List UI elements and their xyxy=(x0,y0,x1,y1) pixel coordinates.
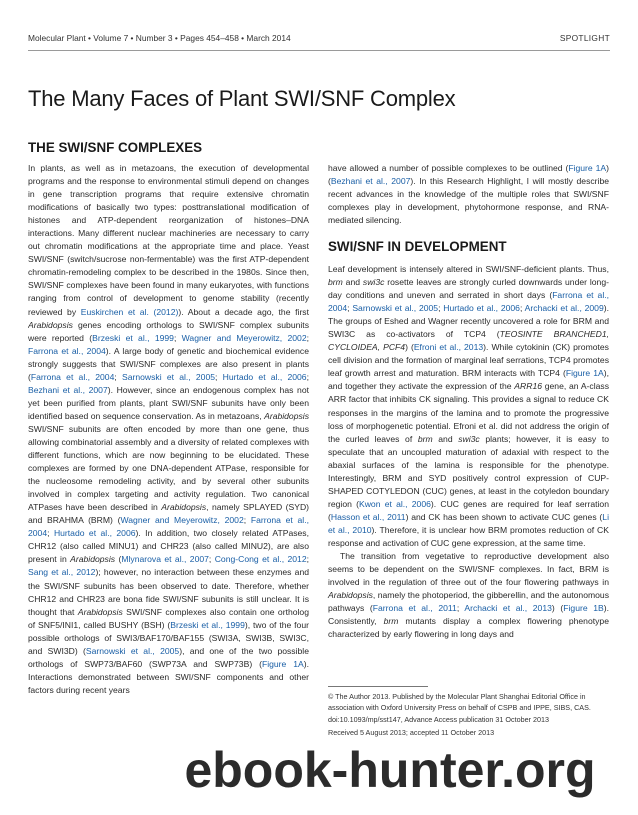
right-column-development xyxy=(328,263,609,641)
development-paragraph-2: The transition from vegetative to reproductive development also seems to be dependent on the SWI/SNF complexes. In fact, BRM is involved in the regulation of three out of the four flowering pathways in Arabidopsis, namely the photoperiod, the gibberellin, and the autonomous pathways (Farrona et al., 2011; Archacki et al., 2013) (Figure 1B). Consistently, brm mutants display a complex flowering phenotype characterized by early flowering in long days and xyxy=(328,551,609,640)
section-label: SPOTLIGHT xyxy=(559,33,610,43)
section-heading-development: SWI/SNF IN DEVELOPMENT xyxy=(328,239,507,254)
received-note: Received 5 August 2013; accepted 11 October 2013 xyxy=(328,728,495,737)
left-column-body: In plants, as well as in metazoans, the execution of developmental programs and the response to environmental stimuli depend on changes in gene transcription programs that require extensive chromatin modifications of basically two types: posttranslational modification of histones and ATP-dependent reorganization of histones–DNA interactions. Many different nuclear machineries are necessary to carry out chromatin modifications at the appropriate time and place. Yeast SWI/SNF (switch/sucrose non-fermentable) was the first ATP-dependent chromatin-remodeling complex to be described in the 1980s. Since then, SWI/SNF complexes have been found in many eukaryotes, with functions ranging from control of development to genome stability (recently reviewed by Euskirchen et al. (2012)). About a decade ago, the first Arabidopsis genes encoding orthologs to SWI/SNF complex subunits were reported (Brzeski et al., 1999; Wagner and Meyerowitz, 2002; Farrona et al., 2004). A large body of genetic and biochemical evidence strongly suggests that SWI/SNF complexes are also present in plants (Farrona et al., 2004; Sarnowski et al., 2005; Hurtado et al., 2006; Bezhani et al., 2007). However, since an endogenous complex has not yet been purified from plants, plant SWI/SNF subunits have only been identified based on sequence conservation. As in metazoans, Arabidopsis SWI/SNF subunits are often encoded by more than one gene, thus allowing combinatorial assembly and a diversity of related complexes with different functions, which are now beginning to be elucidated. These complexes are formed by one DNA-dependent ATPase, responsible for the nucleosome remodeling activity, and by several other subunits involved in complex targeting and activity regulation. Two canonical ATPases have been described in Arabidopsis, namely SPLAYED (SYD) and BRAHMA (BRM) (Wagner and Meyerowitz, 2002; Farrona et al., 2004; Hurtado et al., 2006). In addition, two closely related ATPases, CHR12 (also called MINU1) and CHR23 (also called MINU2), are also present in Arabidopsis (Mlynarova et al., 2007; Cong-Cong et al., 2012; Sang et al., 2012); however, no interaction between these enzymes and the SWI/SNF subunits has been observed to date. Therefore, whether CHR12 and CHR23 are bona fide SWI/SNF subunits is still unclear. It is thought that Arabidopsis SWI/SNF complexes also contain one ortholog of SNF5/INI1, called BUSHY (BSH) (Brzeski et al., 1999), two of the four possible orthologs of SWI3/BAF170/BAF155 (SWI3A, SWI3B, SWI3C, and SWI3D) (Sarnowski et al., 2005), and one of the two possible orthologs of SWP73/BAF60 (SWP73A and SWP73B) (Figure 1A). Interactions demonstrated between SWI/SNF components and other factors during recent years xyxy=(28,163,309,695)
header-rule xyxy=(28,50,610,51)
right-column-intro: have allowed a number of possible complexes to be outlined (Figure 1A) (Bezhani et al., 2007). In this Research Highlight, I will mostly describe recent advances in the knowledge of the multiple roles that SWI/SNF complexes play in development, phytohormone response, and RNA-mediated silencing. xyxy=(328,163,610,226)
watermark-graphic xyxy=(150,743,630,803)
development-paragraph-1: Leaf development is intensely altered in SWI/SNF-deficient plants. Thus, brm and swi3c rosette leaves are strongly curled downwards under long-day conditions and uneven and serrated in short days (Farrona et al., 2004; Sarnowski et al., 2005; Hurtado et al., 2006; Archacki et al., 2009). The groups of Eshed and Wagner recently uncovered a role for BRM and SWI3C as co-activators of TCP4 (TEOSINTE BRANCHED1, CYCLOIDEA, PCF4) (Efroni et al., 2013). While cytokinin (CK) promotes cell division and the formation of marginal leaf serrations, TCP4 promotes leaf growth arrest and maturation. BRM interacts with TCP4 (Figure 1A), and together they activate the expression of the ARR16 gene, an A-class ARR factor that inhibits CK signaling. This provides a signal to reduce CK responses in the margins of the lamina and to promote the progressive loss of morphogenetic potential. Efroni et al. did not address the origin of the curled leaves of brm and swi3c plants; however, it is easy to speculate that an uncoupled maturation of adaxial with respect to the abaxial surfaces of the lamina is responsible for the phenotype. Interestingly, BRM and SYD positively control expression of CUP-SHAPED COTYLEDON (CUC) genes, at least in the cotyledon boundary region (Kwon et al., 2006). CUC genes are required for leaf serration (Hasson et al., 2011) and CK has been shown to activate CUC genes (Li et al., 2010). Therefore, it is unclear how BRM promotes reduction of CK response and activation of CUC gene expression, at the same time. xyxy=(328,264,610,548)
journal-citation: Molecular Plant • Volume 7 • Number 3 • Pages 454–458 • March 2014 xyxy=(28,33,291,43)
watermark-text: ebook-hunter.org xyxy=(184,742,596,798)
running-head xyxy=(28,33,610,43)
doi-note: doi:10.1093/mp/sst147, Advance Access publication 31 October 2013 xyxy=(328,715,549,724)
watermark-logo xyxy=(150,743,630,803)
section-heading-complexes: THE SWI/SNF COMPLEXES xyxy=(28,140,203,155)
article-title: The Many Faces of Plant SWI/SNF Complex xyxy=(28,86,456,111)
footnote-rule xyxy=(328,686,428,687)
copyright-note: © The Author 2013. Published by the Molecular Plant Shanghai Editorial Office in association with Oxford University Press on behalf of CSPB and IPPE, SIBS, CAS. xyxy=(328,692,591,712)
